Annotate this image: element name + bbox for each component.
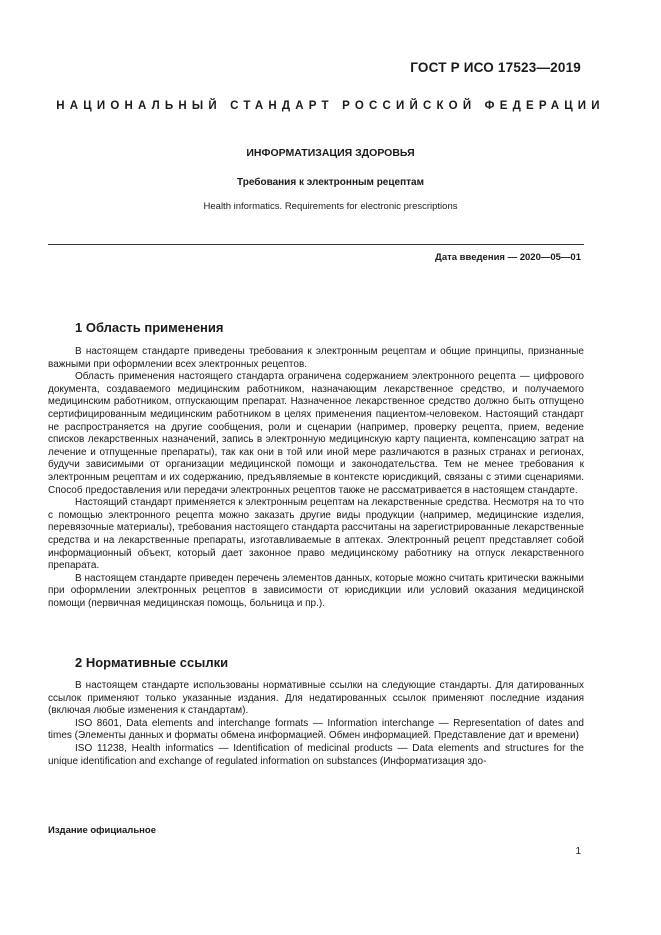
- section-1-heading: 1 Область применения: [75, 320, 224, 335]
- page-number: 1: [575, 846, 581, 857]
- divider: [48, 244, 584, 245]
- document-title: ИНФОРМАТИЗАЦИЯ ЗДОРОВЬЯ: [246, 147, 415, 159]
- document-title-english: Health informatics. Requirements for electronic prescriptions: [203, 201, 458, 212]
- paragraph: В настоящем стандарте использованы нормативные ссылки на следующие стандарты. Для датированных ссылок применяют только указанные издания. Для недатированных ссылок применяют последние издания (включая любые изменения к стандартам).: [48, 680, 584, 717]
- paragraph: Область применения настоящего стандарта ограничена содержанием электронного рецепта — цифрового документа, создаваемого медицинским работником, назначающим лекарственное средство, и получаемого медицинским работником, отпускающим препарат. Назначенное лекарственное средство должно быть отпущено сертифицированным медицинским работником в целях применения пациентом-человеком. Настоящий стандарт не распространяется на другие сообщения, роли и сценарии (например, проверку рецепта, прием, ведение списков лекарственных назначений, запись в электронную медицинскую карту пациента, компенсацию затрат на лечение и отпущенные препараты), так как они в той или иной мере различаются в разных странах и регионах, будучи зависимыми от организации медицинской помощи и законодательства. Тем не менее требования к электронным рецептам и их содержанию, предъявляемые в контексте юрисдикций, связаны с этими сценариями. Способ предоставления или передачи электронных рецептов также не рассматривается в настоящем стандарте.: [48, 371, 584, 496]
- section-2-body: [48, 680, 584, 768]
- introduction-date: Дата введения — 2020—05—01: [435, 252, 581, 263]
- section-1-body: [48, 346, 584, 610]
- paragraph: В настоящем стандарте приведен перечень элементов данных, которые можно считать критически важными при оформлении электронных рецептов в зависимости от юрисдикции или условий оказания медицинской помощи (первичная медицинская помощь, больница и пр.).: [48, 572, 584, 609]
- paragraph: Настоящий стандарт применяется к электронным рецептам на лекарственные средства. Несмотря на то что с помощью электронного рецепта можно заказать другие виды продукции (например, медицинские изделия, перевязочные материалы), требования настоящего стандарта рассчитаны на зарегистрированные лекарственные средства и на лекарственные препараты, изготавливаемые в аптеках. Электронный рецепт представляет собой информационный объект, который дает законное право медицинскому работнику на отпуск лекарственного препарата.: [48, 497, 584, 572]
- paragraph: ISO 11238, Health informatics — Identification of medicinal products — Data elements and structures for the unique identification and exchange of regulated information on substances (Информатизация здо-: [48, 742, 584, 767]
- document-subtitle: Требования к электронным рецептам: [237, 177, 424, 188]
- national-standard-heading: НАЦИОНАЛЬНЫЙ СТАНДАРТ РОССИЙСКОЙ ФЕДЕРАЦИИ: [56, 100, 605, 112]
- paragraph: ISO 8601, Data elements and interchange formats — Information interchange — Representation of dates and times (Элементы данных и форматы обмена информацией. Обмен информацией. Представление дат и времени): [48, 717, 584, 742]
- standard-code: ГОСТ Р ИСО 17523—2019: [410, 60, 581, 75]
- paragraph: В настоящем стандарте приведены требования к электронным рецептам и общие принципы, признанные важными при оформлении всех электронных рецептов.: [48, 346, 584, 370]
- official-edition-label: Издание официальное: [48, 825, 156, 836]
- section-2-heading: 2 Нормативные ссылки: [75, 655, 229, 670]
